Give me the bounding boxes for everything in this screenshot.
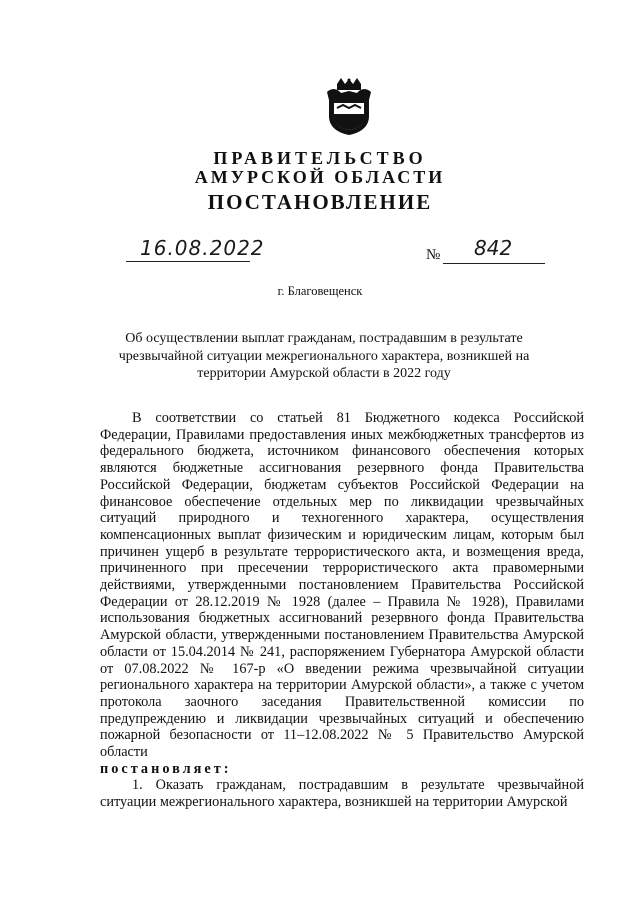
document-date: 16.08.2022 [140, 236, 265, 260]
date-underline [126, 261, 250, 262]
coat-of-arms-icon [321, 78, 377, 136]
document-body [100, 410, 584, 811]
preamble-paragraph: В соответствии со статьей 81 Бюджетного кодекса Российской Федерации, Правилами предоставления иных межбюджетных трансфертов из федерального бюджета, источником финансового обеспечения которых являются бюджетные ассигнования резервного фонда Правительства Российской Федерации, бюджетам субъектов Российской Федерации на финансовое обеспечение отдельных мер по ликвидации чрезвычайных ситуаций природного и техногенного характера, осуществления компенсационных выплат физическим и юридическим лицам, которым был причинен ущерб в результате террористического акта, и возмещения вреда, причиненного при пресечении террористического акта правомерными действиями, утвержденными постановлением Правительства Российской Федерации от 28.12.2019 № 1928 (далее – Правила № 1928), Правилами использования бюджетных ассигнований резервного фонда Правительства Амурской области, утвержденными постановлением Правительства Амурской области от 15.04.2014 № 241, распоряжением Губернатора Амурской области от 07.08.2022 № 167-р «О введении режима чрезвычайной ситуации регионального характера на территории Амурской области», а также с учетом протокола заочного заседания Правительственной комиссии по предупреждению и ликвидации чрезвычайных ситуаций и обеспечению пожарной безопасности от 11–12.08.2022 № 5 Правительство Амурской области [100, 410, 584, 761]
region-title: АМУРСКОЙ ОБЛАСТИ [194, 167, 446, 187]
document-type-title: ПОСТАНОВЛЕНИЕ [207, 190, 433, 214]
document-title: Об осуществлении выплат гражданам, пострадавшим в результате чрезвычайной ситуации межрегионального характера, возникшей на территории Амурской области в 2022 году [118, 331, 530, 381]
number-underline [443, 263, 545, 264]
number-sign: № [426, 247, 441, 263]
government-title: ПРАВИТЕЛЬСТВО [213, 148, 427, 168]
resolves-heading: постановляет: [100, 760, 232, 777]
city-name: г. Благовещенск [277, 284, 363, 298]
document-number: 842 [474, 236, 513, 260]
point-1-paragraph: 1. Оказать гражданам, пострадавшим в результате чрезвычайной ситуации межрегионального характера, возникшей на территории Амурской [100, 777, 584, 811]
